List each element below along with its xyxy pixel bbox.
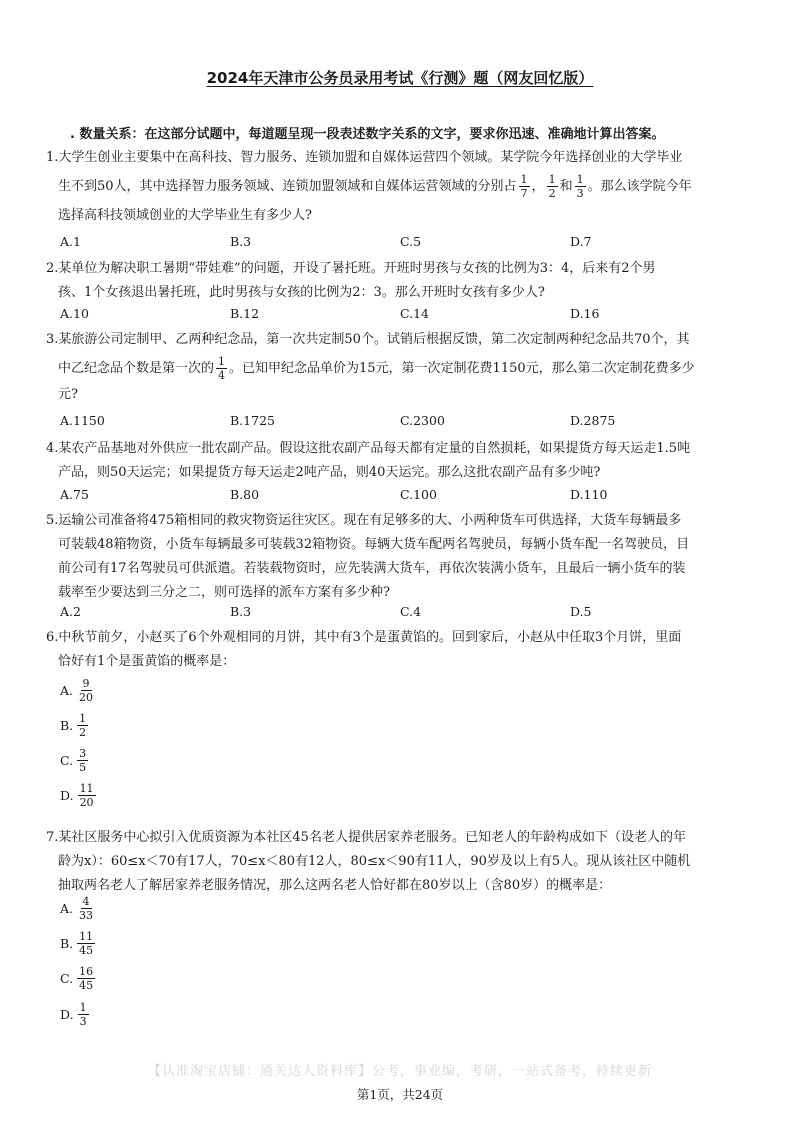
q6-c-numerator: 3 [79, 747, 87, 760]
q1-f2-denominator: 2 [548, 187, 556, 200]
q7-line-1: 7.某社区服务中心拟引入优质资源为本社区45名老人提供居家养老服务。已知老人的年龄构成如下（设老人的年 [46, 830, 686, 845]
q2-options [60, 306, 760, 326]
q6-d-numerator: 11 [79, 782, 94, 795]
q7-d-numerator: 1 [79, 1001, 87, 1014]
q1-f3-numerator: 1 [576, 173, 584, 186]
q7-option-b-label: B. [60, 936, 74, 951]
q6-d-denominator: 20 [79, 796, 94, 809]
q6-option-b [60, 712, 90, 739]
section-heading: . 数量关系：在这部分试题中，每道题呈现一段表述数字关系的文字，要求你迅速、准确地计算出答案。 [70, 127, 665, 142]
q2-line-1: 2.某单位为解决职工暑期“带娃难”的问题，开设了暑托班。开班时男孩与女孩的比例为3：4，后来有2个男 [46, 261, 656, 276]
q6-a-numerator: 9 [82, 677, 90, 690]
q1-f1-numerator: 1 [520, 173, 528, 186]
q6-option-b-fraction [77, 712, 88, 739]
q3-option-d: D.2875 [570, 413, 616, 428]
q7-option-d-label: D. [60, 1007, 74, 1022]
q1-text-a: 生不到50人，其中选择智力服务领域、连锁加盟领域和自媒体运营领域的分别占 [58, 179, 517, 194]
q6-option-d [60, 782, 98, 809]
watermark-text: 【认准淘宝店铺：通关达人资料库】公考，事业编，考研，一站式备考，持续更新 [147, 1064, 652, 1079]
question-5 [46, 509, 766, 605]
q6-option-b-label: B. [60, 718, 74, 733]
question-2 [46, 257, 766, 305]
q7-line-3: 抽取两名老人了解居家养老服务情况，那么这两名老人恰好都在80岁以上（含80岁）的概率是： [58, 878, 612, 893]
q6-option-d-label: D. [60, 788, 74, 803]
question-6 [46, 626, 766, 674]
q4-option-c: C.100 [400, 487, 437, 502]
q5-option-d: D.5 [570, 604, 592, 619]
q3-option-a: A.1150 [60, 413, 105, 428]
q7-option-c-fraction [77, 965, 95, 992]
q7-a-denominator: 33 [79, 909, 94, 922]
q6-line-1: 6.中秋节前夕，小赵买了6个外观相同的月饼，其中有3个是蛋黄馅的。回到家后，小赵从中任取3个月饼，里面 [46, 630, 682, 645]
q1-option-b: B.3 [230, 234, 252, 249]
q2-option-a: A.10 [60, 306, 89, 321]
q4-line-2: 产品，则50天运完；如果提货方每天运走2吨产品，则40天运完。那么这批农副产品有多少吨? [58, 465, 601, 480]
q6-option-c-label: C. [60, 753, 74, 768]
q3-option-b: B.1725 [230, 413, 275, 428]
q7-option-b [60, 930, 97, 957]
q7-b-numerator: 11 [79, 930, 94, 943]
q1-text-b: 。那么该学院今年 [587, 179, 692, 194]
q3-line-1: 3.某旅游公司定制甲、乙两种纪念品，第一次共定制50个。试销后根据反馈，第二次定制两种纪念品共70个，其 [46, 332, 690, 347]
q5-option-b: B.3 [230, 604, 252, 619]
q7-option-d-fraction [78, 1001, 89, 1028]
q1-options [60, 234, 760, 254]
q7-option-a [60, 895, 97, 922]
page-number: 第1页，共24页 [356, 1087, 444, 1102]
q1-line-2 [46, 170, 766, 204]
q7-d-denominator: 3 [79, 1015, 87, 1028]
q5-line-1: 5.运输公司准备将475箱相同的救灾物资运往灾区。现在有足够多的大、小两种货车可供选择，大货车每辆最多 [46, 513, 682, 528]
q6-option-c [60, 747, 90, 774]
q6-option-a-fraction [77, 677, 95, 704]
q3-text-a: 中乙纪念品个数是第一次的 [58, 361, 215, 376]
q6-option-d-fraction [78, 782, 96, 809]
q7-option-a-fraction [77, 895, 95, 922]
q6-b-numerator: 1 [79, 712, 87, 725]
q7-line-2: 龄为x）：60≤x＜70有17人，70≤x＜80有12人，80≤x＜90有11人，90岁及以上有5人。现从该社区中随机 [58, 854, 691, 869]
q6-c-denominator: 5 [79, 761, 87, 774]
q7-c-denominator: 45 [79, 979, 94, 992]
q7-b-denominator: 45 [79, 944, 94, 957]
q2-option-d: D.16 [570, 306, 600, 321]
q5-options [60, 604, 760, 624]
q2-line-2: 孩、1个女孩退出暑托班，此时男孩与女孩的比例为2：3。那么开班时女孩有多少人? [58, 285, 545, 300]
q3-text-b: 。已知甲纪念品单价为15元，第一次定制花费1150元，那么第二次定制花费多少 [229, 361, 695, 376]
q3-line-2 [46, 352, 766, 386]
q7-c-numerator: 16 [79, 965, 94, 978]
q3-fraction [216, 355, 227, 382]
q7-a-numerator: 4 [82, 895, 90, 908]
q3-options [60, 413, 760, 433]
q1-line-3: 选择高科技领域创业的大学毕业生有多少人? [58, 208, 312, 223]
page-title: 2024年天津市公务员录用考试《行测》题（网友回忆版） [206, 69, 594, 87]
q6-b-denominator: 2 [79, 726, 87, 739]
q4-options [60, 487, 760, 507]
q7-option-c-label: C. [60, 971, 74, 986]
q3-f-denominator: 4 [218, 369, 226, 382]
question-4 [46, 437, 766, 485]
q1-f1-denominator: 7 [520, 187, 528, 200]
q5-line-3: 前公司有17名驾驶员可供派遣。若装载物资时，应先装满大货车，再依次装满小货车，且最后一辆小货车的装 [58, 561, 686, 576]
q1-fraction-1 [519, 173, 530, 200]
q1-option-a: A.1 [60, 234, 81, 249]
question-3 [46, 328, 766, 406]
q6-option-a-label: A. [60, 683, 74, 698]
q6-a-denominator: 20 [79, 691, 94, 704]
q1-fraction-2 [547, 173, 558, 200]
q3-option-c: C.2300 [400, 413, 445, 428]
q5-option-c: C.4 [400, 604, 422, 619]
q7-option-c [60, 965, 97, 992]
q4-option-b: B.80 [230, 487, 260, 502]
q4-option-a: A.75 [60, 487, 89, 502]
q7-option-b-fraction [77, 930, 95, 957]
q1-line-1: 1.大学生创业主要集中在高科技、智力服务、连锁加盟和自媒体运营四个领域。某学院今年选择创业的大学毕业 [46, 150, 683, 165]
q1-option-c: C.5 [400, 234, 422, 249]
q3-line-3: 元? [58, 387, 78, 402]
q2-option-c: C.14 [400, 306, 429, 321]
q4-option-d: D.110 [570, 487, 608, 502]
q7-option-d [60, 1001, 91, 1028]
q5-line-4: 载率至少要达到三分之二，则可选择的派车方案有多少种? [58, 585, 390, 600]
q1-sep-1: ， [531, 179, 545, 194]
q1-f2-numerator: 1 [548, 173, 556, 186]
q6-option-a [60, 677, 97, 704]
q5-line-2: 可装载48箱物资，小货车每辆最多可装载32箱物资。每辆大货车配两名驾驶员，每辆小货车配一名驾驶员，目 [58, 537, 690, 552]
q6-option-c-fraction [77, 747, 88, 774]
q1-option-d: D.7 [570, 234, 592, 249]
q1-sep-2: 和 [559, 179, 573, 194]
q5-option-a: A.2 [60, 604, 81, 619]
q7-option-a-label: A. [60, 901, 74, 916]
q4-line-1: 4.某农产品基地对外供应一批农副产品。假设这批农副产品每天都有定量的自然损耗，如果提货方每天运走1.5吨 [46, 441, 691, 456]
q1-fraction-3 [575, 173, 586, 200]
question-7 [46, 826, 766, 898]
q2-option-b: B.12 [230, 306, 260, 321]
q6-line-2: 恰好有1个是蛋黄馅的概率是： [58, 654, 236, 669]
q3-f-numerator: 1 [218, 355, 226, 368]
question-1 [46, 146, 766, 228]
q1-f3-denominator: 3 [576, 187, 584, 200]
